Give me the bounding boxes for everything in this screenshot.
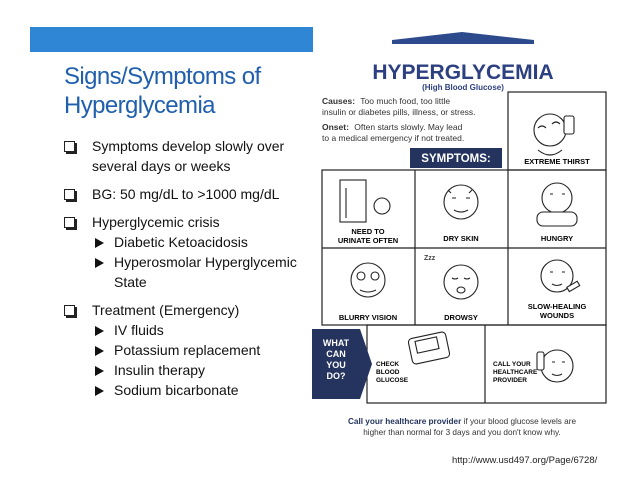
poster-header-roof-icon <box>392 32 534 40</box>
onset-line-1 <box>322 122 463 132</box>
sub-bullet-item <box>92 252 314 292</box>
sub-bullet-item <box>92 232 314 252</box>
check-line-3: GLUCOSE <box>376 377 409 384</box>
label-dry-skin: DRY SKIN <box>443 234 479 243</box>
footer-text-1: if your blood glucose levels are <box>463 417 577 426</box>
bullet-item <box>64 212 314 232</box>
footer-bold: Call your healthcare provider <box>347 417 462 426</box>
bullet-text: Treatment (Emergency) <box>92 302 240 318</box>
label-urinate-often: URINATE OFTEN <box>337 236 399 245</box>
poster-header-band <box>392 40 534 44</box>
thirsty-character-icon <box>534 114 574 155</box>
dry-skin-character-icon <box>444 185 478 219</box>
call-line-1: CALL YOUR <box>493 361 531 368</box>
sub-bullet-text: Insulin therapy <box>114 362 206 378</box>
hungry-character-icon <box>537 183 577 226</box>
onset-label: Onset: <box>322 122 349 132</box>
sub-bullet-item <box>92 320 314 340</box>
arrow-bullet-icon <box>95 238 104 248</box>
onset-text-2: to a medical emergency if not treated. <box>322 133 465 143</box>
wcyd-line-2: CAN <box>326 349 346 359</box>
poster-title: HYPERGLYCEMIA <box>372 61 554 84</box>
checkbox-bullet-icon <box>64 189 75 200</box>
label-wounds: WOUNDS <box>539 311 575 320</box>
sub-bullet-text: Sodium bicarbonate <box>114 382 239 398</box>
label-hungry: HUNGRY <box>540 234 574 243</box>
causes-label: Causes: <box>322 96 356 106</box>
bullet-item <box>64 184 314 204</box>
call-line-2: HEALTHCARE <box>493 369 538 376</box>
drowsy-character-icon <box>444 265 478 299</box>
glucose-meter-icon <box>408 331 451 364</box>
sub-bullet-text: Diabetic Ketoacidosis <box>114 234 248 250</box>
sub-bullet-item <box>92 340 314 360</box>
label-extreme-thirst: EXTREME THIRST <box>524 157 590 166</box>
zzz-label: Zzz <box>424 255 436 262</box>
wcyd-line-4: DO? <box>326 371 346 381</box>
causes-text-2: insulin or diabetes pills, illness, or stress. <box>322 107 476 117</box>
calling-character-icon <box>537 350 573 382</box>
call-line-3: PROVIDER <box>493 377 527 384</box>
slow-healing-character-icon <box>541 260 580 292</box>
slide-title: Signs/Symptoms of Hyperglycemia <box>64 63 261 119</box>
label-drowsy: DROWSY <box>444 313 478 322</box>
bullet-list <box>64 136 314 400</box>
checkbox-bullet-icon <box>64 141 75 152</box>
blurry-vision-character-icon <box>351 263 385 297</box>
wcyd-line-1: WHAT <box>322 338 350 348</box>
arrow-bullet-icon <box>95 346 104 356</box>
sub-bullet-item <box>92 380 314 400</box>
arrow-bullet-icon <box>95 326 104 336</box>
label-need-to: NEED TO <box>351 227 385 236</box>
symptoms-header: SYMPTOMS: <box>421 153 491 165</box>
causes-line-1 <box>322 96 450 106</box>
source-url: http://www.usd497.org/Page/6728/ <box>452 455 598 466</box>
checkbox-bullet-icon <box>64 217 75 228</box>
check-line-1: CHECK <box>376 361 400 368</box>
sub-bullet-text: IV fluids <box>114 322 164 338</box>
arrow-bullet-icon <box>95 258 104 268</box>
hyperglycemia-poster <box>312 32 612 444</box>
onset-text-1: Often starts slowly. May lead <box>354 122 463 132</box>
sub-bullet-text: Hyperosmolar Hyperglycemic State <box>114 254 297 290</box>
bullet-item <box>64 300 314 320</box>
bullet-item <box>64 136 314 176</box>
bullet-text: BG: 50 mg/dL to >1000 mg/dL <box>92 186 280 202</box>
sub-bullet-item <box>92 360 314 380</box>
label-blurry-vision: BLURRY VISION <box>338 313 398 322</box>
sub-bullet-text: Potassium replacement <box>114 342 261 358</box>
label-slow-healing: SLOW-HEALING <box>527 302 587 311</box>
checkbox-bullet-icon <box>64 305 75 316</box>
causes-text-1: Too much food, too little <box>360 96 451 106</box>
toilet-door-icon <box>340 180 390 222</box>
arrow-bullet-icon <box>95 386 104 396</box>
poster-subtitle: (High Blood Glucose) <box>422 83 504 92</box>
arrow-bullet-icon <box>95 366 104 376</box>
poster-footer-line-1 <box>348 417 576 426</box>
bullet-text: Hyperglycemic crisis <box>92 214 220 230</box>
poster-footer-line-2: higher than normal for 3 days and you don't know why. <box>363 428 561 437</box>
bullet-text: Symptoms develop slowly over several days or weeks <box>92 138 285 174</box>
header-accent-bar <box>30 27 313 52</box>
check-line-2: BLOOD <box>376 369 400 376</box>
wcyd-line-3: YOU <box>326 360 346 370</box>
